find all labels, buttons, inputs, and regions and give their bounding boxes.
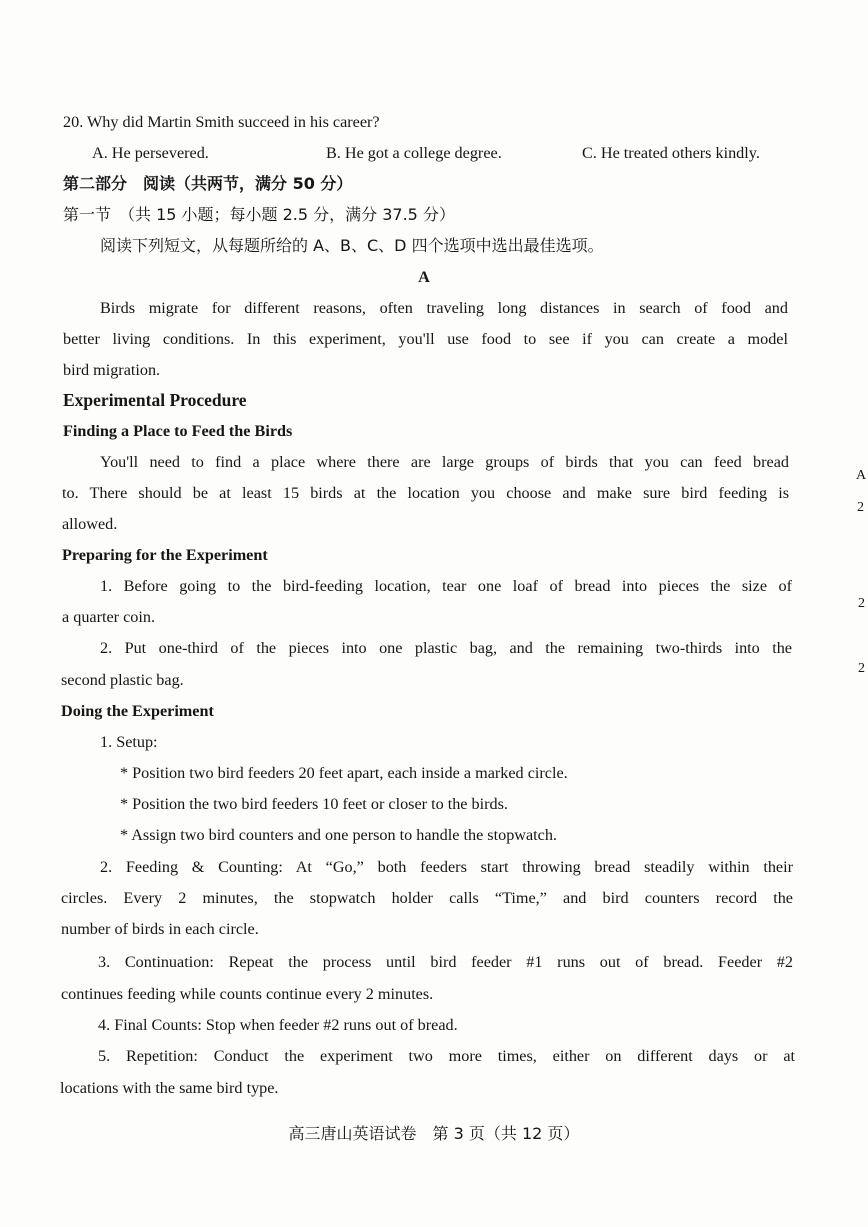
step4-line: 4. Final Counts: Stop when feeder #2 runs out of bread.: [98, 1016, 458, 1034]
step5-line-1: 5. Repetition: Conduct the experiment two more times, either on different days or at: [98, 1047, 795, 1065]
heading-finding-place: Finding a Place to Feed the Birds: [63, 422, 293, 440]
question-20-option-c: C. He treated others kindly.: [582, 144, 760, 162]
page-footer: 高三唐山英语试卷 第 3 页（共 12 页）: [288, 1124, 580, 1143]
step3-line-2: continues feeding while counts continue every 2 minutes.: [61, 985, 434, 1003]
intro-line-1: Birds migrate for different reasons, often traveling long distances in search of food and: [100, 299, 788, 317]
intro-line-2: better living conditions. In this experiment, you'll use food to see if you can create a model: [63, 330, 788, 348]
setup-label: 1. Setup:: [100, 733, 158, 751]
heading-preparing: Preparing for the Experiment: [62, 546, 268, 564]
step2-line-3: number of birds in each circle.: [61, 920, 259, 938]
prep2-line-1: 2. Put one-third of the pieces into one plastic bag, and the remaining two-thirds into the: [100, 639, 792, 657]
margin-mark: 2: [858, 661, 865, 676]
step5-line-2: locations with the same bird type.: [60, 1079, 279, 1097]
question-20-option-b: B. He got a college degree.: [326, 144, 502, 162]
question-20-option-a: A. He persevered.: [92, 144, 209, 162]
finding-line-3: allowed.: [62, 515, 118, 533]
step3-line-1: 3. Continuation: Repeat the process until bird feeder #1 runs out of bread. Feeder #2: [98, 953, 793, 971]
margin-mark: A: [856, 468, 867, 483]
finding-line-1: You'll need to find a place where there are large groups of birds that you can feed bread: [100, 453, 789, 471]
section1-instruction: 阅读下列短文，从每题所给的 A、B、C、D 四个选项中选出最佳选项。: [100, 236, 604, 255]
prep1-line-1: 1. Before going to the bird-feeding location, tear one loaf of bread into pieces the size of: [100, 577, 792, 595]
question-20-stem: 20. Why did Martin Smith succeed in his career?: [63, 113, 380, 131]
setup-bullet-1: * Position two bird feeders 20 feet apart, each inside a marked circle.: [120, 764, 568, 782]
heading-doing: Doing the Experiment: [61, 702, 214, 720]
part2-title: 第二部分 阅读（共两节，满分 50 分）: [63, 174, 353, 193]
margin-mark: 2: [857, 500, 864, 515]
prep1-line-2: a quarter coin.: [62, 608, 156, 626]
step2-line-2: circles. Every 2 minutes, the stopwatch holder calls “Time,” and bird counters record the: [61, 889, 793, 907]
section1-title: 第一节 （共 15 小题；每小题 2.5 分，满分 37.5 分）: [63, 205, 455, 224]
prep2-line-2: second plastic bag.: [61, 671, 184, 689]
step2-line-1: 2. Feeding & Counting: At “Go,” both feeders start throwing bread steadily within their: [100, 858, 793, 876]
finding-line-2: to. There should be at least 15 birds at the location you choose and make sure bird feeding is: [62, 484, 789, 502]
setup-bullet-2: * Position the two bird feeders 10 feet or closer to the birds.: [120, 795, 508, 813]
margin-mark: 2: [858, 596, 865, 611]
setup-bullet-3: * Assign two bird counters and one person to handle the stopwatch.: [120, 826, 557, 844]
intro-line-3: bird migration.: [63, 361, 161, 379]
passage-letter: A: [418, 268, 430, 286]
heading-experimental-procedure: Experimental Procedure: [63, 390, 247, 410]
